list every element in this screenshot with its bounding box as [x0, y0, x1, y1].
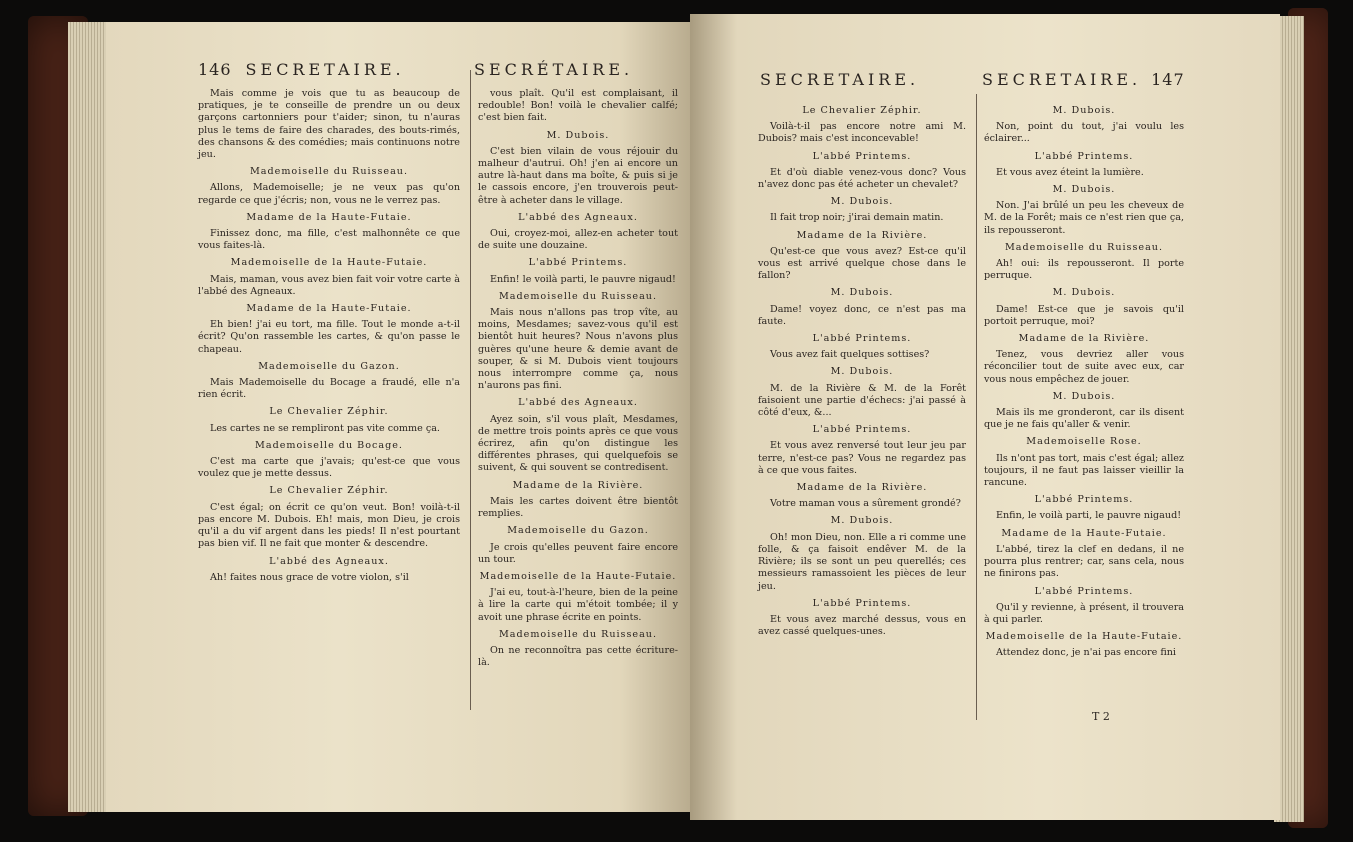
speaker-name: Le Chevalier Zéphir. [269, 485, 389, 497]
dialogue-paragraph: Enfin! le voilà parti, le pauvre nigaud! [490, 273, 676, 285]
text-column [758, 100, 966, 643]
speaker-name: Mademoiselle du Ruisseau. [1004, 241, 1164, 253]
dialogue-paragraph: Mais les cartes doivent être bientôt remplies. [478, 495, 678, 520]
speaker-name: Mademoiselle du Gazon. [258, 360, 400, 372]
dialogue-paragraph: Je crois qu'elles peuvent faire encore un tour. [478, 541, 678, 565]
speaker-name: Madame de la Rivière. [796, 229, 928, 241]
dialogue-paragraph: Allons, Mademoiselle; je ne veux pas qu'on regarde ce que j'écris; non, vous ne le verrez pas. [198, 182, 460, 206]
signature-mark: T 2 [1092, 710, 1110, 723]
page-number: 147 [1151, 70, 1185, 89]
running-title: SECRÉTAIRE. [474, 60, 634, 79]
dialogue-paragraph: Mais nous n'allons pas trop vîte, au moins, Mesdames; savez-vous qu'il est bientôt huit heures? Nous n'avons plus guères qu'une heure & demie avant de souper, & si M. Dubois vient toujours nous interrompre comme ça, nous n'aurons pas fini. [478, 307, 678, 392]
dialogue-paragraph: Et vous avez renversé tout leur jeu par terre, n'est-ce pas? Vous ne regardez pas à ce que vous faites. [758, 440, 966, 476]
speaker-name: M. Dubois. [830, 515, 894, 527]
speaker-name: L'abbé Printems. [1034, 494, 1134, 506]
dialogue-paragraph: Mais Mademoiselle du Bocage a fraudé, elle n'a rien écrit. [198, 377, 460, 401]
speaker-name: M. Dubois. [830, 287, 894, 299]
dialogue-paragraph: Non. J'ai brûlé un peu les cheveux de M. de la Forêt; mais ce n'est rien que ça, ils repousseront. [984, 200, 1184, 236]
dialogue-paragraph: Et d'où diable venez-vous donc? Vous n'avez donc pas été acheter un chevalet? [758, 166, 966, 191]
text-column [984, 100, 1184, 665]
dialogue-paragraph: C'est bien vilain de vous réjouir du malheur d'autrui. Oh! j'en ai encore un autre là-haut dans ma boîte, & puis si je le cassois encore, j'en trouverois peut-être à acheter dans le village. [478, 145, 678, 206]
right-page [690, 14, 1280, 820]
speaker-name: Mademoiselle du Gazon. [507, 525, 649, 537]
speaker-name: L'abbé des Agneaux. [518, 397, 638, 409]
speaker-name: M. Dubois. [1052, 105, 1116, 116]
dialogue-paragraph: Ah! faites nous grace de votre violon, s'il [210, 571, 409, 583]
dialogue-paragraph: Il fait trop noir; j'irai demain matin. [770, 212, 944, 224]
dialogue-paragraph: Attendez donc, je n'ai pas encore fini [996, 647, 1176, 659]
speaker-name: L'abbé des Agneaux. [518, 211, 638, 223]
speaker-name: L'abbé Printems. [812, 333, 912, 345]
speaker-name: Mademoiselle de la Haute-Futaie. [985, 631, 1183, 643]
dialogue-paragraph: J'ai eu, tout-à-l'heure, bien de la peine à lire la carte qui m'étoit tombée; il y avoit une phrase écrite en points. [478, 587, 678, 623]
speaker-name: Mademoiselle de la Haute-Futaie. [230, 257, 428, 269]
speaker-name: L'abbé Printems. [812, 597, 912, 609]
dialogue-paragraph: Dame! Est-ce que je savois qu'il portoit perruque, moi? [984, 303, 1184, 327]
dialogue-paragraph: Ah! oui: ils repousseront. Il porte perruque. [984, 258, 1184, 282]
dialogue-paragraph: vous plaît. Qu'il est complaisant, il redouble! Bon! voilà le chevalier calfé; c'est bien fait. [478, 88, 678, 124]
column-rule [976, 94, 977, 720]
left-page-header-right [474, 60, 633, 79]
open-book [28, 8, 1328, 836]
column-rule [470, 70, 471, 710]
speaker-name: M. Dubois. [1052, 287, 1116, 299]
speaker-name: M. Dubois. [1052, 184, 1116, 196]
dialogue-paragraph: Et vous avez marché dessus, vous en avez cassé quelques-unes. [758, 613, 966, 638]
dialogue-paragraph: Tenez, vous devriez aller vous réconcilier tout de suite avec eux, car vous nous empêchez de jouer. [984, 349, 1184, 385]
speaker-name: M. Dubois. [546, 129, 610, 141]
left-page [106, 22, 690, 812]
dialogue-paragraph: Vous avez fait quelques sottises? [770, 349, 930, 361]
speaker-name: Le Chevalier Zéphir. [269, 406, 389, 418]
speaker-name: Madame de la Rivière. [512, 479, 644, 491]
speaker-name: Madame de la Haute-Futaie. [246, 211, 412, 223]
dialogue-paragraph: L'abbé, tirez la clef en dedans, il ne pourra plus rentrer; car, sans cela, nous ne finirons pas. [984, 543, 1184, 580]
running-title: SECRETAIRE. [245, 60, 405, 79]
speaker-name: M. Dubois. [830, 196, 894, 208]
speaker-name: Mademoiselle du Ruisseau. [249, 166, 409, 178]
dialogue-paragraph: Dame! voyez donc, ce n'est pas ma faute. [758, 303, 966, 327]
dialogue-paragraph: Qu'il y revienne, à présent, il trouvera à qui parler. [984, 601, 1184, 625]
dialogue-paragraph: Finissez donc, ma fille, c'est malhonnête ce que vous faites-là. [198, 228, 460, 252]
speaker-name: Madame de la Rivière. [796, 482, 928, 494]
dialogue-paragraph: Voilà-t-il pas encore notre ami M. Dubois? mais c'est inconcevable! [758, 121, 966, 145]
dialogue-paragraph: Mais ils me gronderont, car ils disent que je ne fais qu'aller & venir. [984, 407, 1184, 431]
speaker-name: L'abbé des Agneaux. [269, 555, 389, 567]
dialogue-paragraph: Enfin, le voilà parti, le pauvre nigaud! [996, 510, 1182, 522]
right-page-header [760, 70, 919, 89]
dialogue-paragraph: Ils n'ont pas tort, mais c'est égal; allez toujours, il ne faut pas laisser vieillir la rancune. [984, 452, 1184, 489]
speaker-name: L'abbé Printems. [528, 257, 628, 269]
speaker-name: M. Dubois. [1052, 390, 1116, 402]
left-page-header [198, 60, 405, 79]
speaker-name: L'abbé Printems. [1034, 585, 1134, 597]
dialogue-paragraph: On ne reconnoîtra pas cette écriture-là. [478, 644, 678, 669]
speaker-name: Madame de la Rivière. [1018, 333, 1150, 345]
speaker-name: Madame de la Haute-Futaie. [1001, 527, 1167, 539]
text-column [478, 88, 678, 674]
dialogue-paragraph: Oh! mon Dieu, non. Elle a ri comme une folle, & ça faisoit endêver M. de la Rivière; ils se sont un peu querellés; ces messieurs ramassoient les pièces de leur jeu. [758, 531, 966, 592]
speaker-name: L'abbé Printems. [812, 150, 912, 162]
dialogue-paragraph: C'est ma carte que j'avais; qu'est-ce que vous voulez que je mette dessus. [198, 456, 460, 480]
dialogue-paragraph: Oui, croyez-moi, allez-en acheter tout de suite une douzaine. [478, 228, 678, 252]
speaker-name: Mademoiselle du Ruisseau. [498, 628, 658, 640]
text-column [198, 88, 460, 589]
dialogue-paragraph: M. de la Rivière & M. de la Forêt faisoient une partie d'échecs: j'ai passé à côté d'eux, &... [758, 382, 966, 419]
running-title: SECRETAIRE. [982, 70, 1142, 89]
speaker-name: L'abbé Printems. [812, 424, 912, 436]
right-page-header-right [982, 70, 1185, 89]
speaker-name: M. Dubois. [830, 366, 894, 378]
speaker-name: Le Chevalier Zéphir. [802, 105, 922, 116]
dialogue-paragraph: Les cartes ne se rempliront pas vite comme ça. [210, 422, 440, 434]
dialogue-paragraph: Non, point du tout, j'ai voulu les éclairer... [984, 121, 1184, 145]
page-number: 146 [198, 60, 232, 79]
speaker-name: Madame de la Haute-Futaie. [246, 303, 412, 315]
dialogue-paragraph: Mais comme je vois que tu as beaucoup de pratiques, je te conseille de prendre un ou deux garçons cartonniers pour t'aider; sinon, tu n'auras plus le tems de faire des charades, des bouts-rimés, des chansons & des comédies; mais continuons notre jeu. [198, 88, 460, 161]
speaker-name: Mademoiselle du Bocage. [255, 439, 403, 451]
dialogue-paragraph: Mais, maman, vous avez bien fait voir votre carte à l'abbé des Agneaux. [198, 273, 460, 297]
dialogue-paragraph: Ayez soin, s'il vous plaît, Mesdames, de mettre trois points après ce que vous écrirez, afin qu'on distingue les différentes phrases, qui quelquefois se suivent, & qui souvent se contredisent. [478, 413, 678, 474]
speaker-name: Mademoiselle de la Haute-Futaie. [479, 570, 677, 582]
dialogue-paragraph: C'est égal; on écrit ce qu'on veut. Bon! voilà-t-il pas encore M. Dubois. Eh! mais, mon Dieu, je crois qu'il a du vif argent dans les pieds! Il n'est pourtant pas bien vif. Il ne fait que monter & descendre. [198, 501, 460, 550]
dialogue-paragraph: Et vous avez éteint la lumière. [996, 166, 1144, 178]
speaker-name: Mademoiselle du Ruisseau. [498, 290, 658, 302]
dialogue-paragraph: Eh bien! j'ai eu tort, ma fille. Tout le monde a-t-il écrit? Qu'on rassemble les cartes, & qu'on passe le chapeau. [198, 319, 460, 355]
page-block-left [68, 22, 106, 812]
dialogue-paragraph: Qu'est-ce que vous avez? Est-ce qu'il vous est arrivé quelque chose dans le fallon? [758, 245, 966, 282]
speaker-name: L'abbé Printems. [1034, 150, 1134, 162]
dialogue-paragraph: Votre maman vous a sûrement grondé? [770, 498, 961, 510]
running-title: SECRETAIRE. [760, 70, 920, 89]
speaker-name: Mademoiselle Rose. [1026, 436, 1142, 448]
